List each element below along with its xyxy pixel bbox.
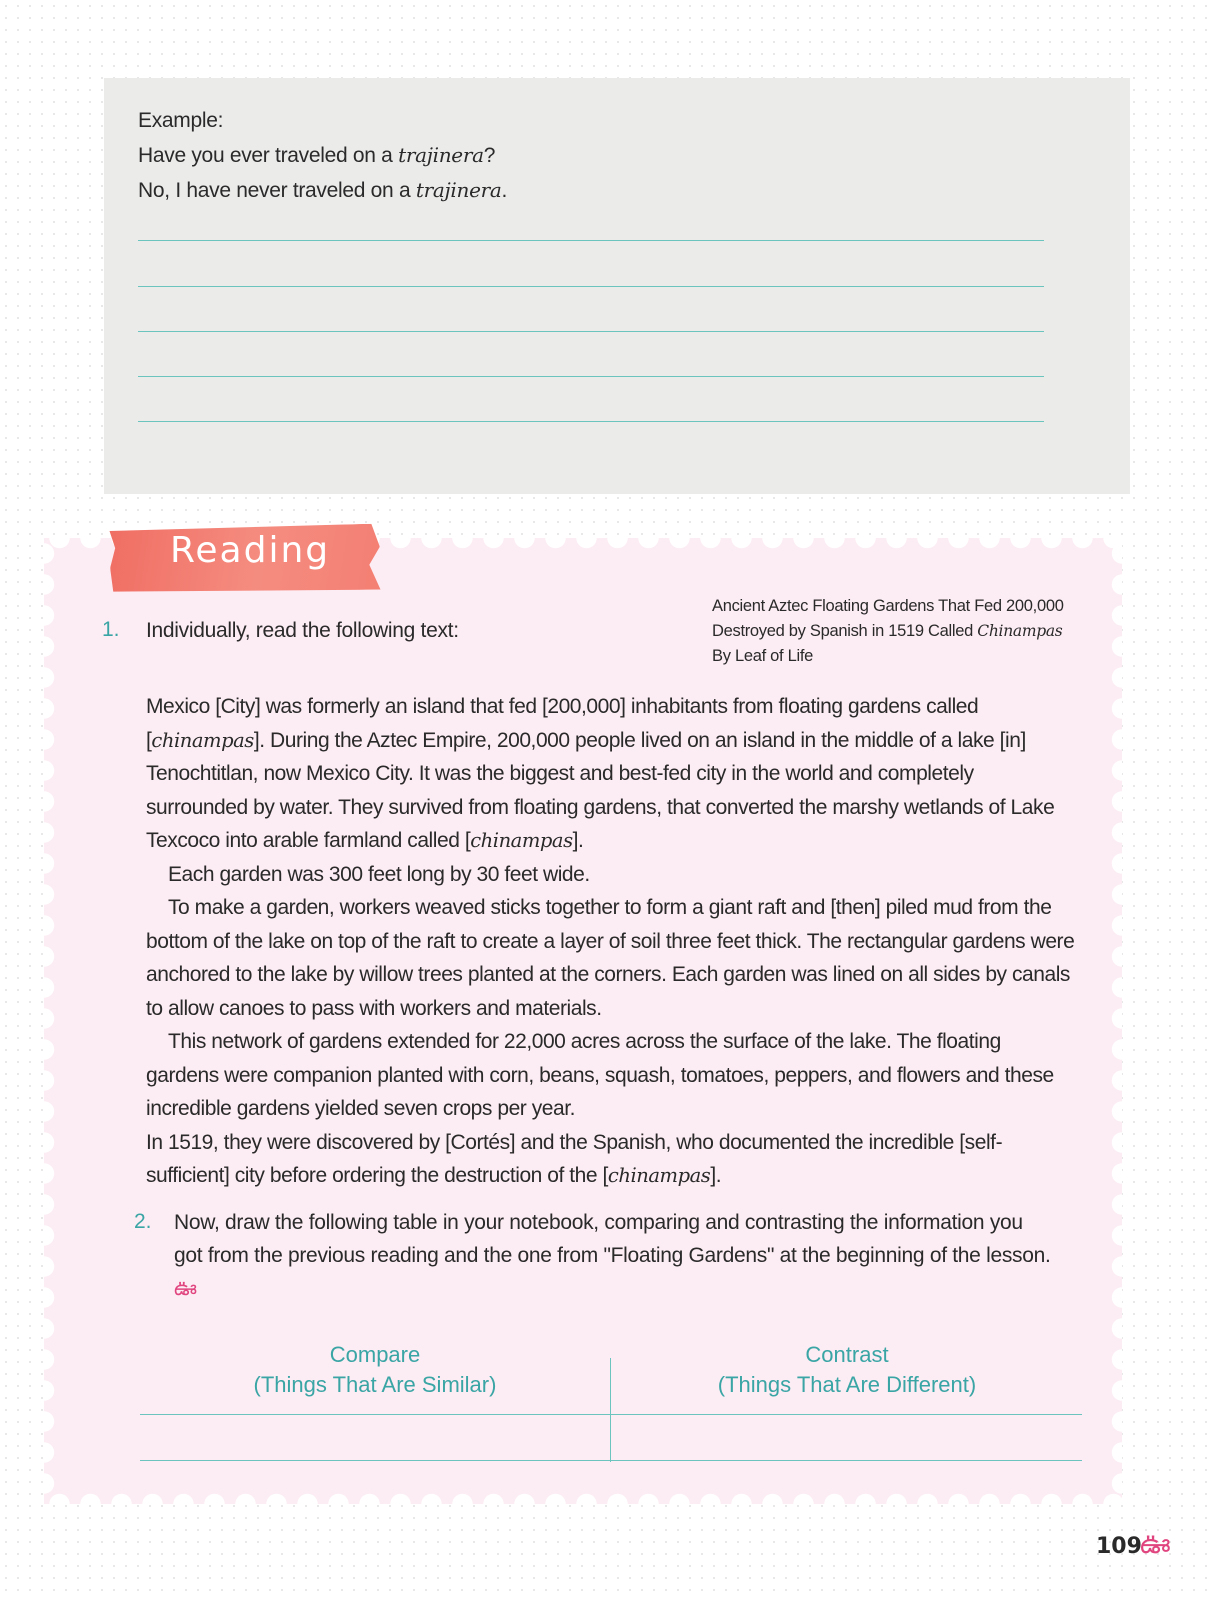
example-text [138, 104, 507, 208]
item-1-number: 1. [102, 618, 120, 641]
p1-part-a: Mexico [City] was formerly an island that fed [200,000] inhabitants from floating gardens called [ [146, 695, 979, 752]
p5-word: chinampas [607, 1164, 711, 1187]
item-2-instruction [174, 1206, 1054, 1305]
compare-subtitle: (Things That Are Similar) [253, 1372, 497, 1397]
swirl-icon: ఊ [1140, 1528, 1171, 1559]
example-question-end: ? [483, 144, 496, 167]
item-2-instruction-text: Now, draw the following table in your notebook, comparing and contrasting the information you got from the previous reading and the one from "Floating Gardens" at the beginning of the lesson. [174, 1211, 1051, 1267]
p5-part-b: ]. [710, 1164, 722, 1187]
example-box [104, 78, 1130, 494]
writing-line-1[interactable] [138, 240, 1044, 241]
article-paragraph-5 [146, 1126, 1076, 1193]
compare-header [140, 1340, 610, 1400]
article-paragraph-4: This network of gardens extended for 22,000 acres across the surface of the lake. The floating gardens were companion planted with corn, beans, squash, tomatoes, peppers, and flowers and these incredible gardens yielded seven crops per year. [146, 1030, 1054, 1120]
item-1-instruction: Individually, read the following text: [146, 619, 459, 642]
source-subtitle-word: Chinampas [977, 622, 1063, 640]
example-answer-end: . [501, 179, 508, 202]
example-answer-text: No, I have never traveled on a [138, 179, 416, 202]
item-2-number: 2. [134, 1210, 152, 1233]
contrast-title: Contrast [805, 1342, 889, 1367]
compare-title: Compare [329, 1342, 421, 1367]
example-question [138, 138, 507, 173]
swirl-icon: ఊ [174, 1277, 197, 1300]
p1-part-c: ]. [572, 829, 584, 852]
writing-line-4[interactable] [138, 376, 1044, 377]
article-text [146, 690, 1076, 1193]
contrast-header [612, 1340, 1082, 1400]
article-paragraph-3: To make a garden, workers weaved sticks together to form a giant raft and [then] piled mud from the bottom of the lake on top of the raft to create a layer of soil three feet thick. The rectangular gardens were anchored to the lake by willow trees planted at the corners. Each garden was lined on all sides by canals to allow canoes to pass with workers and materials. [146, 896, 1075, 1020]
example-answer-word: trajinera [415, 178, 502, 202]
writing-line-3[interactable] [138, 331, 1044, 332]
p5-part-a: In 1519, they were discovered by [Cortés] and the Spanish, who documented the incredible [self-sufficient] city before ordering the destruction of the [ [146, 1130, 1003, 1187]
example-label: Example: [138, 109, 224, 132]
source-author: By Leaf of Life [712, 647, 813, 665]
article-paragraph-2: Each garden was 300 feet long by 30 feet wide. [168, 862, 590, 886]
page-number: 109 [1096, 1534, 1142, 1559]
example-answer [138, 173, 507, 208]
table-divider [610, 1358, 611, 1462]
contrast-subtitle: (Things That Are Different) [717, 1372, 977, 1397]
table-header-line [140, 1414, 1082, 1415]
source-subtitle-text: Destroyed by Spanish in 1519 Called [712, 622, 978, 640]
p1-word-2: chinampas [470, 829, 573, 852]
writing-line-5[interactable] [138, 421, 1044, 422]
example-question-word: trajinera [398, 143, 484, 167]
source-subtitle [712, 619, 1064, 644]
p1-word-1: chinampas [151, 728, 254, 752]
writing-line-2[interactable] [138, 286, 1044, 287]
table-bottom-line [140, 1460, 1082, 1461]
source-title: Ancient Aztec Floating Gardens That Fed 200,000 [712, 597, 1064, 615]
p1-part-b: ]. During the Aztec Empire, 200,000 people lived on an island in the middle of a lake [in] Tenochtitlan, now Mexico City. It was the biggest and best-fed city in the world and completely surrounded by water. They survived from floating gardens, that converted the marshy wetlands of Lake Texcoco into arable farmland called [ [146, 728, 1055, 852]
example-question-text: Have you ever traveled on a [138, 144, 399, 167]
section-title: Reading [170, 530, 331, 571]
article-paragraph-1 [146, 690, 1076, 858]
source-citation [712, 594, 1064, 669]
